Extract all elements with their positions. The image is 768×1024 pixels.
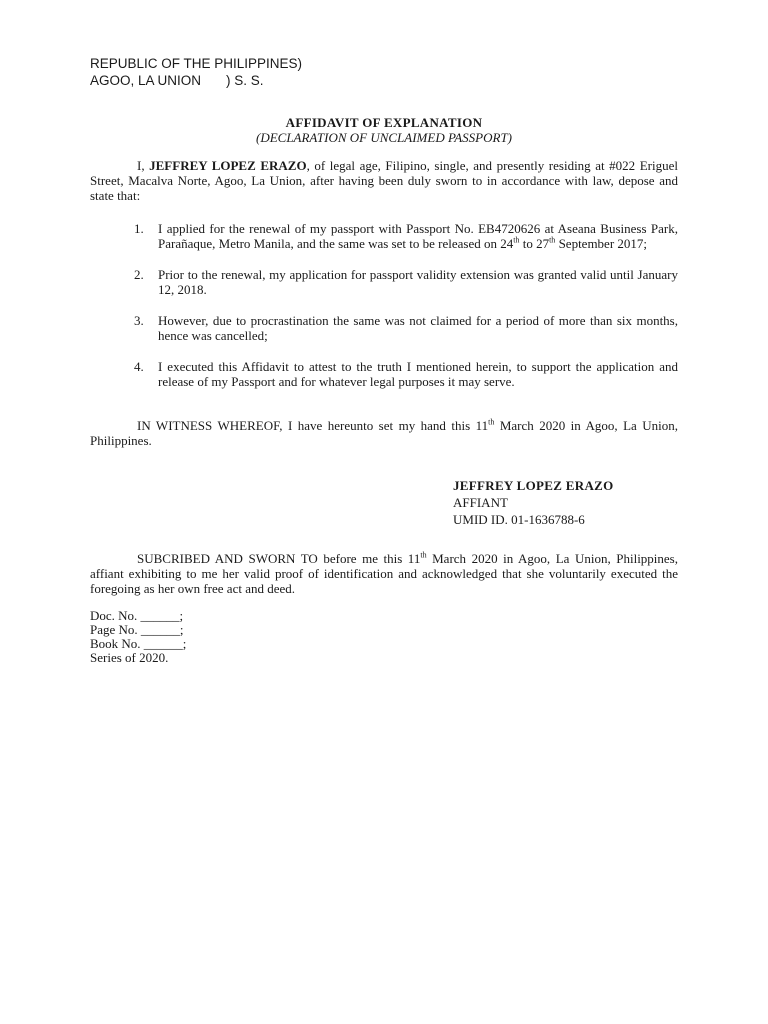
jurat-text-a: SUBCRIBED AND SWORN TO before me this 11 (137, 551, 421, 566)
intro-paragraph (90, 158, 678, 203)
venue-block (90, 55, 302, 89)
affiant-id: UMID ID. 01-1636788-6 (453, 512, 585, 527)
superscript: th (549, 235, 556, 245)
venue-place: AGOO, LA UNION (90, 73, 202, 88)
jurat-text-b: March 2020 in Agoo, La Union, Philippines, affiant exhibiting to me her valid proof of identification and acknowledged that she voluntarily executed the foregoing as her own free act and deed. (90, 551, 678, 596)
list-item (90, 267, 678, 297)
page-no: Page No. ______; (90, 622, 184, 637)
superscript: th (513, 235, 520, 245)
item-text-a: I applied for the renewal of my passport with Passport No. EB4720626 at Aseana Business Park, Parañaque, Metro Manila, and the same was set to be released on 24 (158, 221, 678, 251)
item-text: Prior to the renewal, my application for passport validity extension was granted valid until January 12, 2018. (158, 267, 678, 297)
title-subtitle: (DECLARATION OF UNCLAIMED PASSPORT) (255, 130, 513, 145)
item-number: 3. (134, 313, 144, 328)
venue-line-place (90, 72, 302, 89)
intro-pre: I, (137, 158, 150, 173)
notarial-records (90, 609, 186, 665)
item-number: 2. (134, 267, 144, 282)
venue-ss: ) S. S. (226, 73, 264, 88)
item-number: 4. (134, 359, 144, 374)
jurat-paragraph (90, 551, 678, 596)
witness-text-b: March 2020 in Agoo, La Union, Philippines. (90, 418, 678, 448)
list-item (90, 359, 678, 389)
item-number: 1. (134, 221, 144, 236)
doc-no: Doc. No. ______; (90, 608, 184, 623)
series: Series of 2020. (90, 650, 169, 665)
list-item (90, 221, 678, 251)
book-no: Book No. ______; (90, 636, 187, 651)
superscript: th (488, 417, 495, 427)
title-main: AFFIDAVIT OF EXPLANATION (285, 115, 483, 130)
affiant-name: JEFFREY LOPEZ ERAZO (453, 478, 614, 493)
superscript: th (420, 550, 427, 560)
document-title (90, 115, 678, 145)
witness-paragraph (90, 418, 678, 448)
list-item (90, 313, 678, 343)
statements-list (90, 221, 678, 405)
item-text: However, due to procrastination the same was not claimed for a period of more than six months, hence was cancelled; (158, 313, 678, 343)
witness-text-a: IN WITNESS WHEREOF, I have hereunto set my hand this 11 (137, 418, 489, 433)
affiant-name-inline: JEFFREY LOPEZ ERAZO (149, 158, 307, 173)
item-text: I executed this Affidavit to attest to the truth I mentioned herein, to support the application and release of my Passport and for whatever legal purposes it may serve. (158, 359, 678, 389)
signature-block (453, 477, 614, 528)
item-text-b: to 27 (519, 236, 550, 251)
affiant-role: AFFIANT (453, 495, 508, 510)
intro-post: , of legal age, Filipino, single, and presently residing at #022 Eriguel Street, Macalva Norte, Agoo, La Union, after having been duly sworn to in accordance with law, depose and state that: (90, 158, 678, 203)
item-text-c: September 2017; (555, 236, 648, 251)
venue-line-republic: REPUBLIC OF THE PHILIPPINES) (90, 56, 303, 71)
